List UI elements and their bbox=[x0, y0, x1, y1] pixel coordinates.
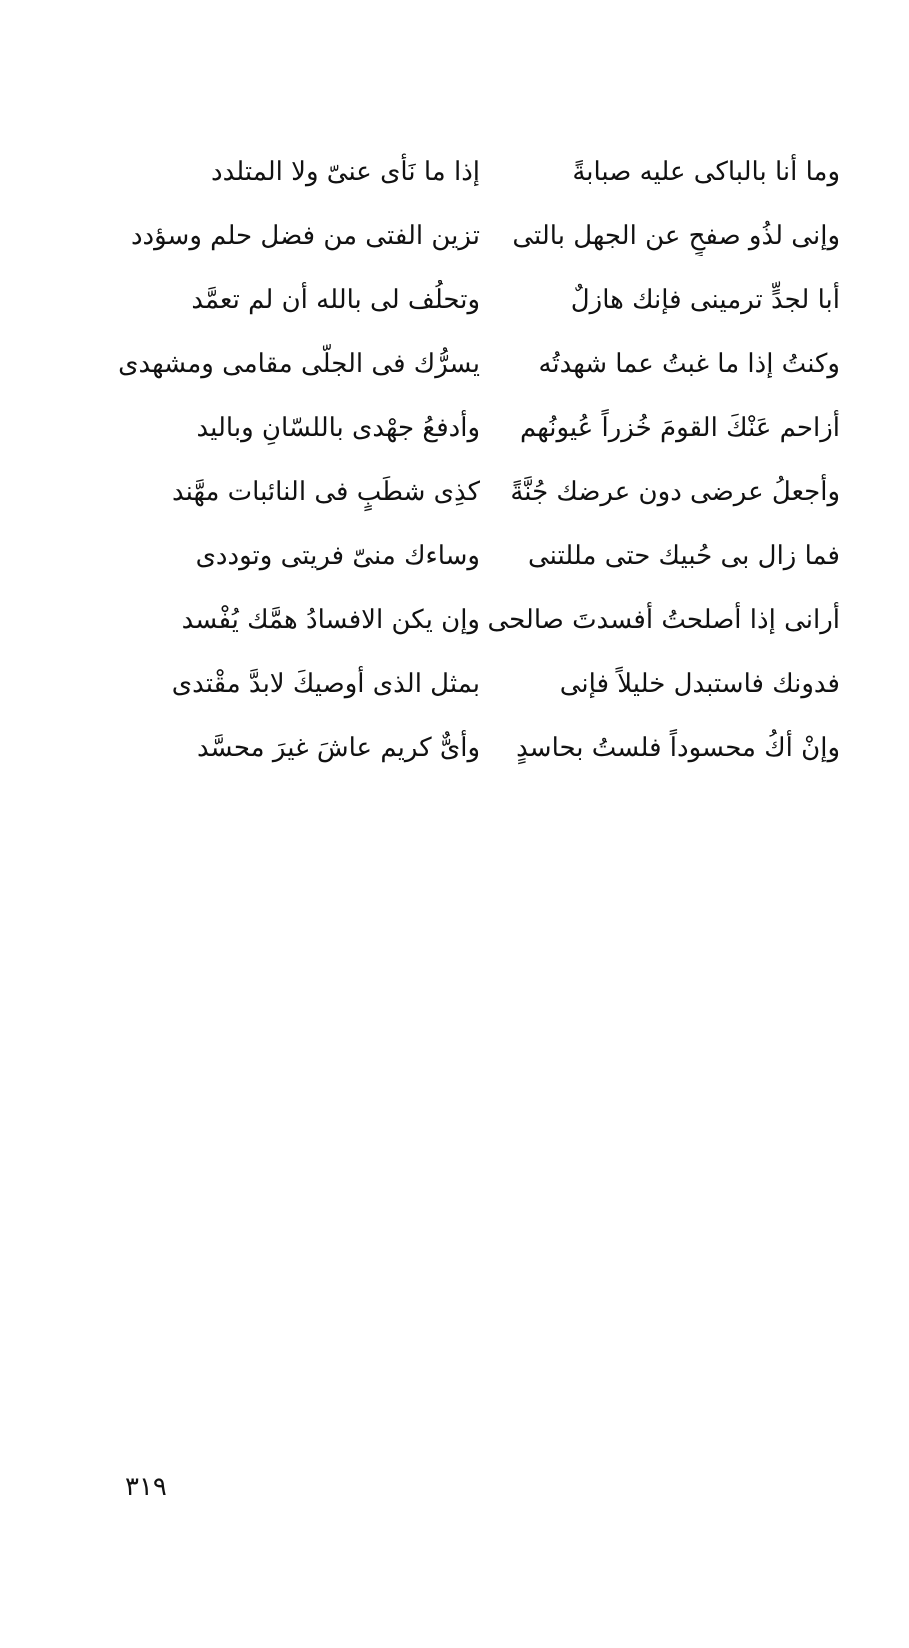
verse bbox=[100, 140, 840, 204]
verse-second-hemistich: بمثل الذى أوصيكَ لابدَّ مقْتدى bbox=[171, 669, 480, 699]
verse bbox=[100, 524, 840, 588]
verse-second-hemistich: يسرُّك فى الجلّى مقامى ومشهدى bbox=[118, 349, 480, 379]
verse bbox=[100, 716, 840, 780]
verse-first-hemistich: فما زال بى حُبيك حتى مللتنى bbox=[527, 541, 840, 571]
verse bbox=[100, 268, 840, 332]
verse-first-hemistich: أبا لجدٍّ ترمينى فإنك هازلٌ bbox=[570, 285, 840, 315]
verse-first-hemistich: وإنى لذُو صفحٍ عن الجهل بالتى bbox=[512, 221, 840, 251]
verse bbox=[100, 652, 840, 716]
verse bbox=[100, 588, 840, 652]
verse-second-hemistich: وساءك منىّ فريتى وتوددى bbox=[195, 541, 480, 571]
verse-second-hemistich: إذا ما نَأَى عنىّ ولا المتلدد bbox=[211, 157, 480, 187]
verse-first-hemistich: أزاحم عَنْكَ القومَ خُزراً عُيونُهم bbox=[519, 413, 840, 443]
verse bbox=[100, 204, 840, 268]
verse-second-hemistich: وأدفعُ جهْدى باللسّانِ وباليد bbox=[196, 413, 480, 443]
verse-first-hemistich: أرانى إذا أصلحتُ أفسدتَ صالحى bbox=[487, 605, 840, 635]
verse-first-hemistich: وكنتُ إذا ما غبتُ عما شهدتُه bbox=[538, 349, 840, 379]
poem bbox=[100, 140, 840, 780]
verse bbox=[100, 332, 840, 396]
verse-second-hemistich: وأىٌّ كريم عاشَ غيرَ محسَّد bbox=[197, 733, 480, 763]
verse-first-hemistich: وأجعلُ عرضى دون عرضك جُنَّةً bbox=[510, 477, 840, 507]
verse bbox=[100, 460, 840, 524]
verse-first-hemistich: وما أنا بالباكى عليه صبابةً bbox=[572, 157, 840, 187]
verse-second-hemistich: وتحلُف لى بالله أن لم تعمَّد bbox=[191, 285, 480, 315]
page-number: ٣١٩ bbox=[125, 1472, 167, 1502]
verse-first-hemistich: فدونك فاستبدل خليلاً فإنى bbox=[559, 669, 840, 699]
verse-second-hemistich: وإن يكن الافسادُ همَّك يُفْسد bbox=[181, 605, 480, 635]
verse-second-hemistich: تزين الفتى من فضل حلم وسؤدد bbox=[130, 221, 480, 251]
verse-second-hemistich: كذِى شطَبٍ فى النائبات مهَّند bbox=[172, 477, 480, 507]
verse-first-hemistich: وإنْ أكُ محسوداً فلستُ بحاسدٍ bbox=[516, 733, 840, 763]
verse bbox=[100, 396, 840, 460]
